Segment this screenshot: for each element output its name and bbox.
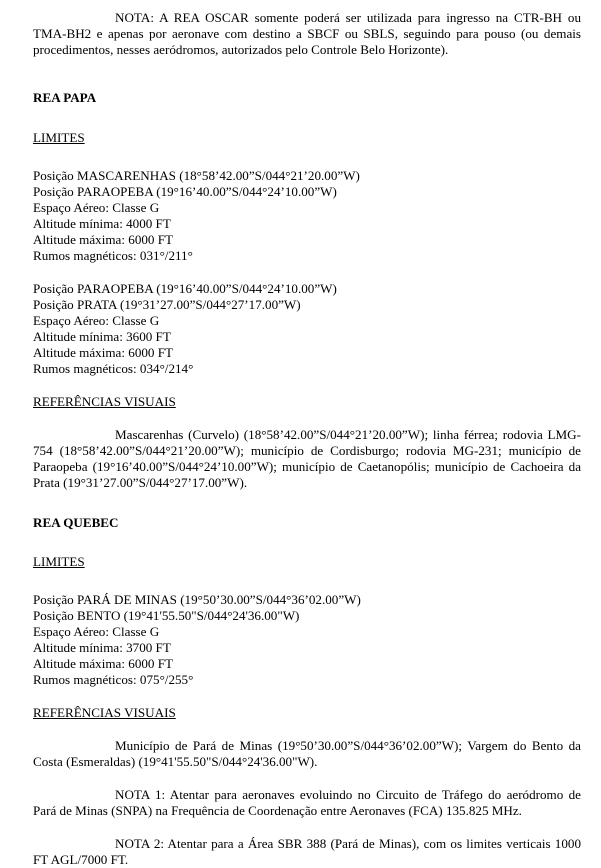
papa-ref-label: REFERÊNCIAS VISUAIS — [33, 394, 176, 409]
quebec-ref-text: Município de Pará de Minas (19°50’30.00”S/044°36’02.00”W); Vargem do Bento da Costa (Esmeraldas) (19°41'55.50"S/044°24'36.00"W). — [33, 738, 581, 769]
papa-limits-block-1 — [33, 168, 581, 264]
papa-b1-line: Altitude mínima: 4000 FT — [33, 216, 171, 231]
quebec-b1-line: Altitude mínima: 3700 FT — [33, 640, 171, 655]
rea-quebec-heading: REA QUEBEC — [33, 515, 119, 530]
papa-b2-line: Altitude mínima: 3600 FT — [33, 329, 171, 344]
papa-b2-line: Altitude máxima: 6000 FT — [33, 345, 174, 360]
papa-b1-line: Posição PARAOPEBA (19°16’40.00”S/044°24’10.00”W) — [33, 184, 337, 199]
quebec-limits-block-1 — [33, 592, 581, 688]
rea-papa-heading: REA PAPA — [33, 90, 97, 105]
papa-b1-line: Altitude máxima: 6000 FT — [33, 232, 174, 247]
quebec-nota-2: NOTA 2: Atentar para a Área SBR 388 (Pará de Minas), com os limites verticais 1000 FT AGL/7000 FT. — [33, 836, 581, 867]
quebec-ref-label: REFERÊNCIAS VISUAIS — [33, 705, 176, 720]
document-page — [33, 10, 581, 868]
papa-b1-line: Rumos magnéticos: 031°/211° — [33, 248, 193, 263]
papa-b2-line: Rumos magnéticos: 034°/214° — [33, 361, 194, 376]
quebec-nota-1: NOTA 1: Atentar para aeronaves evoluindo no Circuito de Tráfego do aeródromo de Pará de Minas (SNPA) na Frequência de Coordenação entre Aeronaves (FCA) 135.825 MHz. — [33, 787, 581, 818]
quebec-b1-line: Posição BENTO (19°41'55.50"S/044°24'36.00"W) — [33, 608, 300, 623]
papa-b2-line: Posição PRATA (19°31’27.00”S/044°27’17.00”W) — [33, 297, 301, 312]
quebec-b1-line: Espaço Aéreo: Classe G — [33, 624, 160, 639]
papa-ref-text: Mascarenhas (Curvelo) (18°58’42.00”S/044°21’20.00”W); linha férrea; rodovia LMG-754 (18°58’42.00”S/044°21’20.00”W); município de Cordisburgo; rodovia MG-231; município de Paraopeba (19°16’40.00”S/044°24’10.00”W); município de Caetanopólis; município de Cachoeira da Prata (19°31’27.00”S/044°27’17.00”W). — [33, 427, 581, 490]
papa-b2-line: Espaço Aéreo: Classe G — [33, 313, 160, 328]
quebec-b1-line: Altitude máxima: 6000 FT — [33, 656, 174, 671]
papa-limites-label: LIMITES — [33, 130, 85, 145]
papa-limits-block-2 — [33, 281, 581, 377]
papa-b1-line: Posição MASCARENHAS (18°58’42.00”S/044°21’20.00”W) — [33, 168, 360, 183]
nota-oscar: NOTA: A REA OSCAR somente poderá ser utilizada para ingresso na CTR-BH ou TMA-BH2 e apenas por aeronave com destino a SBCF ou SBLS, seguindo para pouso (ou demais procedimentos, nesses aeródromos, autorizados pelo Controle Belo Horizonte). — [33, 10, 581, 57]
quebec-limites-label: LIMITES — [33, 554, 85, 569]
quebec-b1-line: Posição PARÁ DE MINAS (19°50’30.00”S/044°36’02.00”W) — [33, 592, 361, 607]
papa-b2-line: Posição PARAOPEBA (19°16’40.00”S/044°24’10.00”W) — [33, 281, 337, 296]
quebec-b1-line: Rumos magnéticos: 075°/255° — [33, 672, 194, 687]
papa-b1-line: Espaço Aéreo: Classe G — [33, 200, 160, 215]
